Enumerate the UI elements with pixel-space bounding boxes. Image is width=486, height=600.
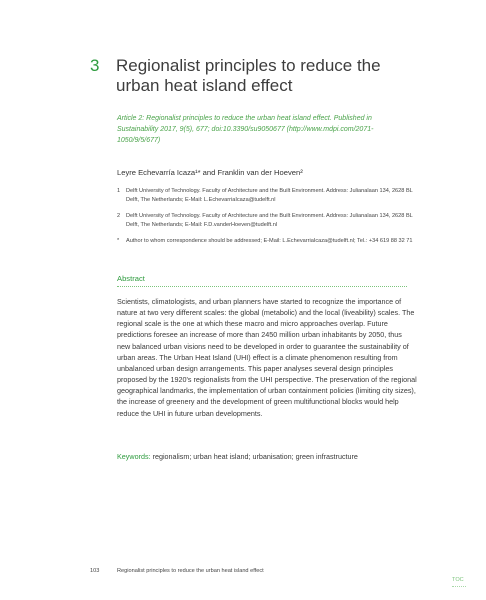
affiliation-marker: * [117,238,120,244]
keywords-line [117,452,417,461]
article-citation: Article 2: Regionalist principles to reduce the urban heat island effect. Published in Sustainability 2017, 9(5), 677; doi:10.3390/su9050677 (http://www.mdpi.com/2071-1050/9/5/677) [117,115,374,144]
abstract-divider [117,286,407,287]
keywords-text: regionalism; urban heat island; urbanisation; green infrastructure [152,452,358,461]
abstract-heading: Abstract [117,274,145,283]
affiliation-2 [117,212,417,229]
affiliation-marker: 1 [117,188,121,194]
keywords-label: Keywords: [117,452,151,461]
footer-running-title: Regionalist principles to reduce the urban heat island effect [117,568,264,574]
toc-underline [452,586,466,587]
footer-page-number: 103 [90,568,100,574]
affiliation-text: Author to whom correspondence should be addressed; E-Mail: L.EchevarriaIcaza@tudelft.nl; Tel.: +34 619 88 32 71 [126,238,413,244]
affiliation-text: Delft University of Technology. Faculty of Architecture and the Built Environment. Address: Julianalaan 134, 2628 BL Delft, The Netherlands; E-Mail: F.D.vanderHoeven@tudelft.nl [126,213,413,228]
affiliation-marker: 2 [117,213,121,219]
abstract-body: Scientists, climatologists, and urban planners have started to recognize the importance of nature at two very different scales: the global (metabolic) and the local (liveability) scales. The regional scale is the one at which these macro and micro approaches overlap. Future predictions foresee an increase of more than 2450 million urban inhabitants by 2050, thus new balanced urban visions need to be developed in order to guarantee the sustainability of urban areas. The Urban Heat Island (UHI) effect is a climate phenomenon resulting from unbalanced urban design arrangements. This paper analyses several design principles proposed by the 1920's regionalists from the UHI perspective. The preservation of the regional geographical landmarks, the implementation of urban containment policies (limiting city sizes), the increase of greenery and the development of green multifunctional blocks would help reduce the UHI in future urban developments. [117,297,417,418]
chapter-number: 3 [90,56,100,75]
author-list: Leyre Echevarría Icaza¹* and Franklin van der Hoeven² [117,168,303,177]
toc-link[interactable]: TOC [452,577,464,583]
affiliation-text: Delft University of Technology. Faculty of Architecture and the Built Environment. Address: Julianalaan 134, 2628 BL Delft, The Netherlands; E-Mail: L.EchevarriaIcaza@tudelft.nl [126,188,413,203]
correspondence-note [117,237,417,246]
affiliation-1 [117,187,417,204]
chapter-title: Regionalist principles to reduce the urban heat island effect [116,56,381,95]
